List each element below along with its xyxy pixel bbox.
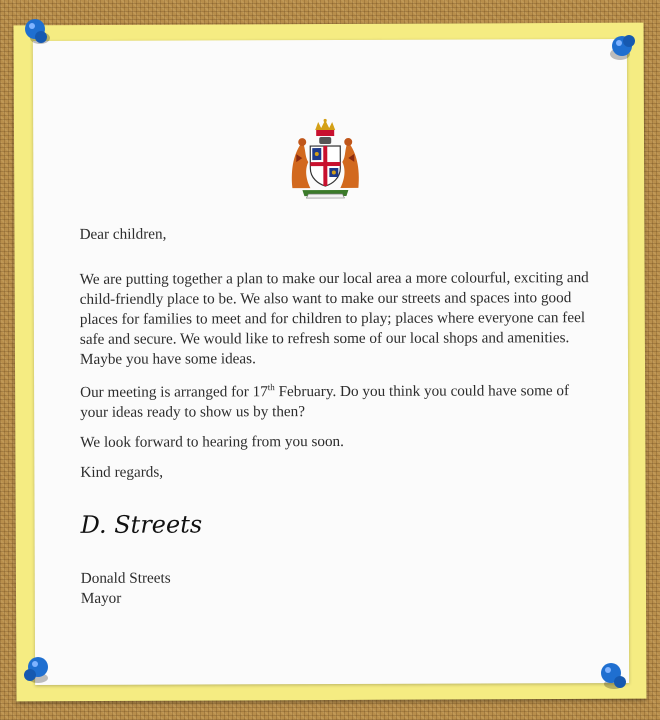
push-pin-icon (608, 32, 638, 62)
push-pin-icon (598, 660, 628, 690)
salutation: Dear children, (79, 225, 167, 243)
push-pin-icon (22, 654, 52, 684)
push-pin-icon (22, 16, 52, 46)
body-paragraph-1: We are putting together a plan to make our local area a more colourful, exciting and child-friendly place to be. We also want to make our streets and spaces into good places for families to meet and for children to play; places where everyone can feel safe and secure. We would like to refresh some of our local shops and amenities. Maybe you have some ideas. (79, 269, 589, 368)
signatory-title: Mayor (80, 589, 122, 607)
signatory-name: Donald Streets (80, 569, 171, 587)
date-ordinal-suffix: th (267, 382, 275, 393)
meeting-question-text: February. Do you think you could have some of your ideas ready to show us by then? (80, 382, 570, 421)
signatory-block (81, 569, 171, 609)
body-paragraph-2 (80, 381, 592, 423)
handwritten-signature (78, 502, 218, 542)
body-paragraph-3: We look forward to hearing from you soon. (80, 432, 344, 451)
letter-sheet (33, 39, 629, 685)
closing-line: Kind regards, (80, 463, 164, 481)
svg-text:D. Streets: D. Streets (80, 510, 203, 539)
meeting-date-text: Our meeting is arranged for 17 (80, 383, 268, 401)
coat-of-arms-icon (288, 118, 362, 200)
